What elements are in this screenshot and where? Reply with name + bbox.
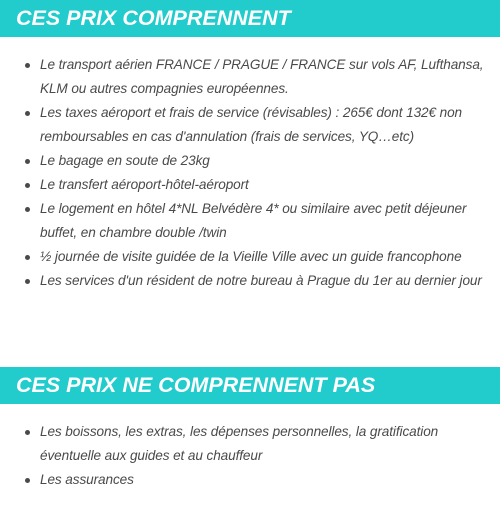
bullet-icon: [25, 63, 30, 68]
bullet-icon: [25, 183, 30, 188]
list-item: [0, 269, 500, 293]
bullet-icon: [25, 279, 30, 284]
bullet-icon: [25, 478, 30, 483]
list-item-text: Les taxes aéroport et frais de service (révisables) : 265€ dont 132€ non remboursables en cas d'annulation (frais de services, YQ…etc): [40, 105, 463, 144]
bullet-icon: [25, 111, 30, 116]
list-item: [0, 53, 500, 101]
bullet-icon: [25, 430, 30, 435]
list-item: [0, 101, 500, 149]
list-item: [0, 197, 500, 245]
list-item: [0, 173, 500, 197]
bullet-icon: [25, 255, 30, 260]
list-item: [0, 245, 500, 269]
list-item: [0, 149, 500, 173]
list-item-text: Le transfert aéroport-hôtel-aéroport: [40, 177, 249, 192]
list-item: [0, 420, 500, 468]
list-item: [0, 468, 500, 492]
list-item-text: ½ journée de visite guidée de la Vieille Ville avec un guide francophone: [40, 249, 462, 264]
list-item-text: Le bagage en soute de 23kg: [40, 153, 210, 168]
list-item-text: Le logement en hôtel 4*NL Belvédère 4* ou similaire avec petit déjeuner buffet, en chambre double /twin: [40, 201, 467, 240]
section-heading-included: CES PRIX COMPRENNENT: [0, 0, 500, 37]
not-included-list: [0, 420, 500, 492]
included-list: [0, 53, 500, 293]
list-item-text: Les services d'un résident de notre bureau à Prague du 1er au dernier jour: [40, 273, 482, 288]
list-item-text: Les assurances: [40, 472, 134, 487]
section-heading-not-included: CES PRIX NE COMPRENNENT PAS: [0, 367, 500, 404]
list-item-text: Les boissons, les extras, les dépenses personnelles, la gratification éventuelle aux guides et au chauffeur: [40, 424, 439, 463]
list-item-text: Le transport aérien FRANCE / PRAGUE / FRANCE sur vols AF, Lufthansa, KLM ou autres compagnies européennes.: [40, 57, 484, 96]
bullet-icon: [25, 159, 30, 164]
bullet-icon: [25, 207, 30, 212]
